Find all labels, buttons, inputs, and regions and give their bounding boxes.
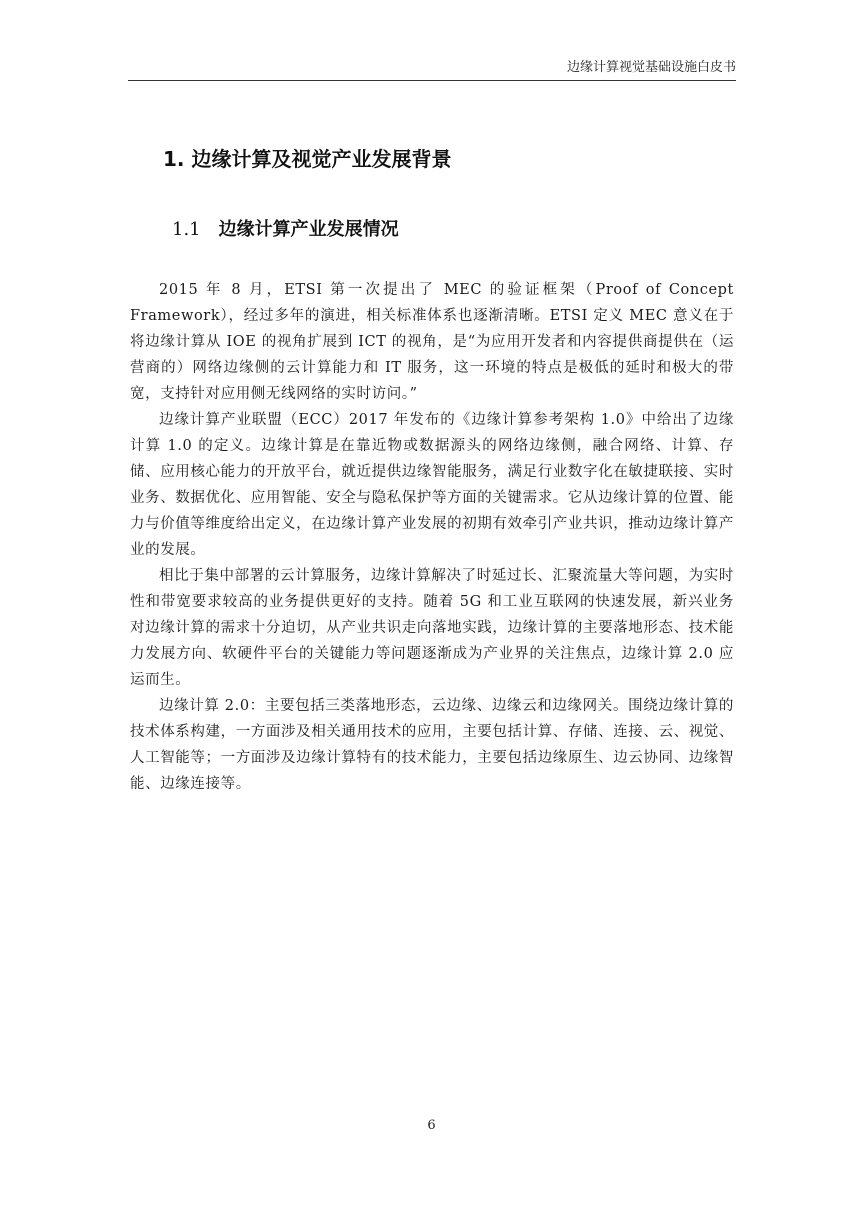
paragraph: 边缘计算 2.0：主要包括三类落地形态，云边缘、边缘云和边缘网关。围绕边缘计算的技术体系构建，一方面涉及相关通用技术的应用，主要包括计算、存储、连接、云、视觉、人工智能等；一方面涉及边缘计算特有的技术能力，主要包括边缘原生、边云协同、边缘智能、边缘连接等。: [130, 698, 734, 792]
header-rule: [128, 80, 736, 81]
section-heading: 1. 边缘计算及视觉产业发展背景: [163, 147, 452, 171]
subsection-title: 边缘计算产业发展情况: [218, 219, 399, 240]
paragraph: 2015 年 8 月，ETSI 第一次提出了 MEC 的验证框架（Proof of Concept Framework），经过多年的演进，相关标准体系也逐渐清晰。ETSI 定义 MEC 意义在于将边缘计算从 IOE 的视角扩展到 ICT 的视角，是“为应用开发者和内容提供商提供在（运营商的）网络边缘侧的云计算能力和 IT 服务，这一环境的特点是极低的延时和极大的带宽，支持针对应用侧无线网络的实时访问。”: [130, 282, 734, 402]
paragraph: 相比于集中部署的云计算服务，边缘计算解决了时延过长、汇聚流量大等问题，为实时性和带宽要求较高的业务提供更好的支持。随着 5G 和工业互联网的快速发展，新兴业务对边缘计算的需求十分迫切，从产业共识走向落地实践，边缘计算的主要落地形态、技术能力发展方向、软硬件平台的关键能力等问题逐渐成为产业界的关注焦点，边缘计算 2.0 应运而生。: [130, 568, 734, 688]
paragraph: 边缘计算产业联盟（ECC）2017 年发布的《边缘计算参考架构 1.0》中给出了边缘计算 1.0 的定义。边缘计算是在靠近物或数据源头的网络边缘侧，融合网络、计算、存储、应用核心能力的开放平台，就近提供边缘智能服务，满足行业数字化在敏捷联接、实时业务、数据优化、应用智能、安全与隐私保护等方面的关键需求。它从边缘计算的位置、能力与价值等维度给出定义，在边缘计算产业发展的初期有效牵引产业共识，推动边缘计算产业的发展。: [130, 412, 734, 558]
subsection-number: 1.1: [172, 219, 201, 240]
running-header: 边缘计算视觉基础设施白皮书: [566, 60, 736, 75]
body-text: [130, 277, 734, 797]
page-number: 6: [427, 1118, 436, 1133]
subsection-heading: [172, 218, 399, 242]
